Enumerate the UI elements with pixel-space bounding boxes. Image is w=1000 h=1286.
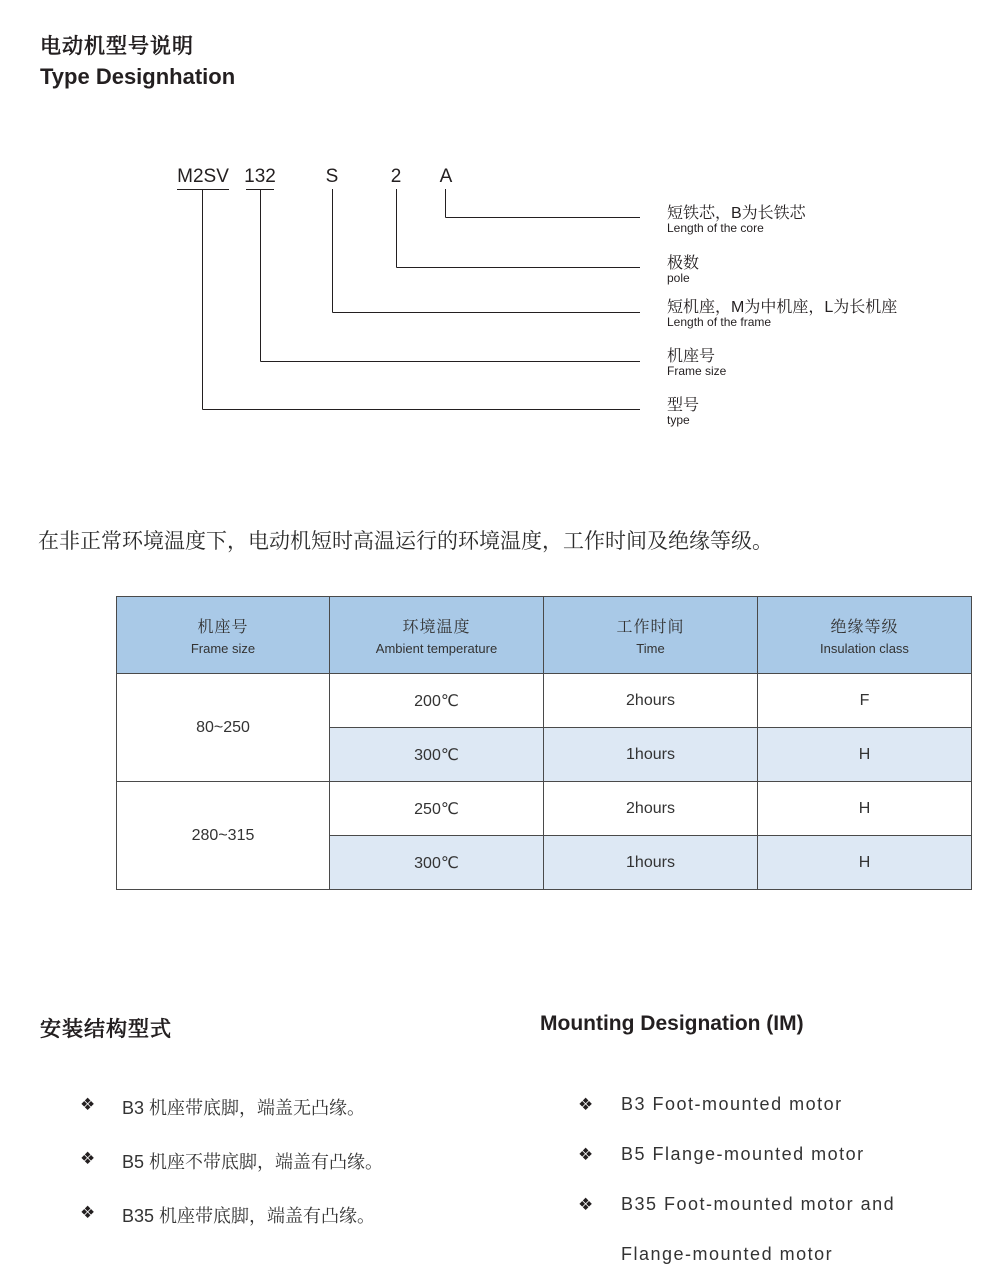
label-type-en: type <box>667 413 690 427</box>
label-frame-size-cn: 机座号 <box>667 348 716 365</box>
list-item: Flange-mounted motor <box>621 1244 834 1264</box>
list-item: B5 机座不带底脚，端盖有凸缘。 <box>122 1152 384 1172</box>
label-pole-cn: 极数 <box>667 255 700 272</box>
table-row <box>117 674 972 728</box>
page-title-en: Type Designhation <box>40 64 236 89</box>
type-designation-diagram <box>0 150 1000 450</box>
code-frame-size: 132 <box>244 166 276 187</box>
temperature-cell: 300℃ <box>330 836 544 890</box>
temperature-cell: 300℃ <box>330 728 544 782</box>
diamond-bullet-icon: ❖ <box>578 1095 594 1114</box>
code-frame-length: S <box>325 166 339 187</box>
list-item: B35 Foot-mounted motor and <box>621 1194 896 1214</box>
diamond-bullet-icon: ❖ <box>80 1149 96 1168</box>
diamond-bullet-icon: ❖ <box>578 1145 594 1164</box>
header-frame-size: 机座号 Frame size <box>117 597 330 674</box>
mounting-title-cn: 安装结构型式 <box>40 1018 172 1041</box>
label-pole-en: pole <box>667 271 690 285</box>
header-insulation-class: 绝缘等级 Insulation class <box>758 597 972 674</box>
temperature-cell: 250℃ <box>330 782 544 836</box>
list-item: B5 Flange-mounted motor <box>621 1144 865 1164</box>
frame-size-cell: 80~250 <box>117 674 330 782</box>
diamond-bullet-icon: ❖ <box>80 1095 96 1114</box>
list-item: B3 机座带底脚，端盖无凸缘。 <box>122 1098 366 1118</box>
insulation-cell: H <box>758 728 972 782</box>
label-frame-size-en: Frame size <box>667 364 727 378</box>
temperature-note: 在非正常环境温度下，电动机短时高温运行的环境温度，工作时间及绝缘等级。 <box>38 530 773 553</box>
code-core-length: A <box>439 166 453 187</box>
label-core-en: Length of the core <box>667 221 764 235</box>
diamond-bullet-icon: ❖ <box>578 1195 594 1214</box>
page-title-cn: 电动机型号说明 <box>40 35 194 58</box>
insulation-cell: F <box>758 674 972 728</box>
header-ambient-temperature: 环境温度 Ambient temperature <box>330 597 544 674</box>
code-model: M2SV <box>177 166 229 187</box>
code-pole: 2 <box>390 166 402 187</box>
temperature-table <box>116 596 972 890</box>
diamond-bullet-icon: ❖ <box>80 1203 96 1222</box>
insulation-cell: H <box>758 836 972 890</box>
mounting-title-en: Mounting Designation (IM) <box>540 1012 804 1035</box>
table-row <box>117 782 972 836</box>
label-type-cn: 型号 <box>667 397 700 414</box>
label-frame-length-cn: 短机座，M为中机座，L为长机座 <box>667 299 898 316</box>
frame-size-cell: 280~315 <box>117 782 330 890</box>
time-cell: 2hours <box>544 782 758 836</box>
temperature-cell: 200℃ <box>330 674 544 728</box>
list-item: B3 Foot-mounted motor <box>621 1094 843 1114</box>
label-core-cn: 短铁芯，B为长铁芯 <box>667 205 806 222</box>
insulation-cell: H <box>758 782 972 836</box>
header-time: 工作时间 Time <box>544 597 758 674</box>
list-item: B35 机座带底脚，端盖有凸缘。 <box>122 1206 376 1226</box>
time-cell: 1hours <box>544 728 758 782</box>
time-cell: 2hours <box>544 674 758 728</box>
label-frame-length-en: Length of the frame <box>667 315 772 329</box>
time-cell: 1hours <box>544 836 758 890</box>
table-header-row <box>117 597 972 674</box>
